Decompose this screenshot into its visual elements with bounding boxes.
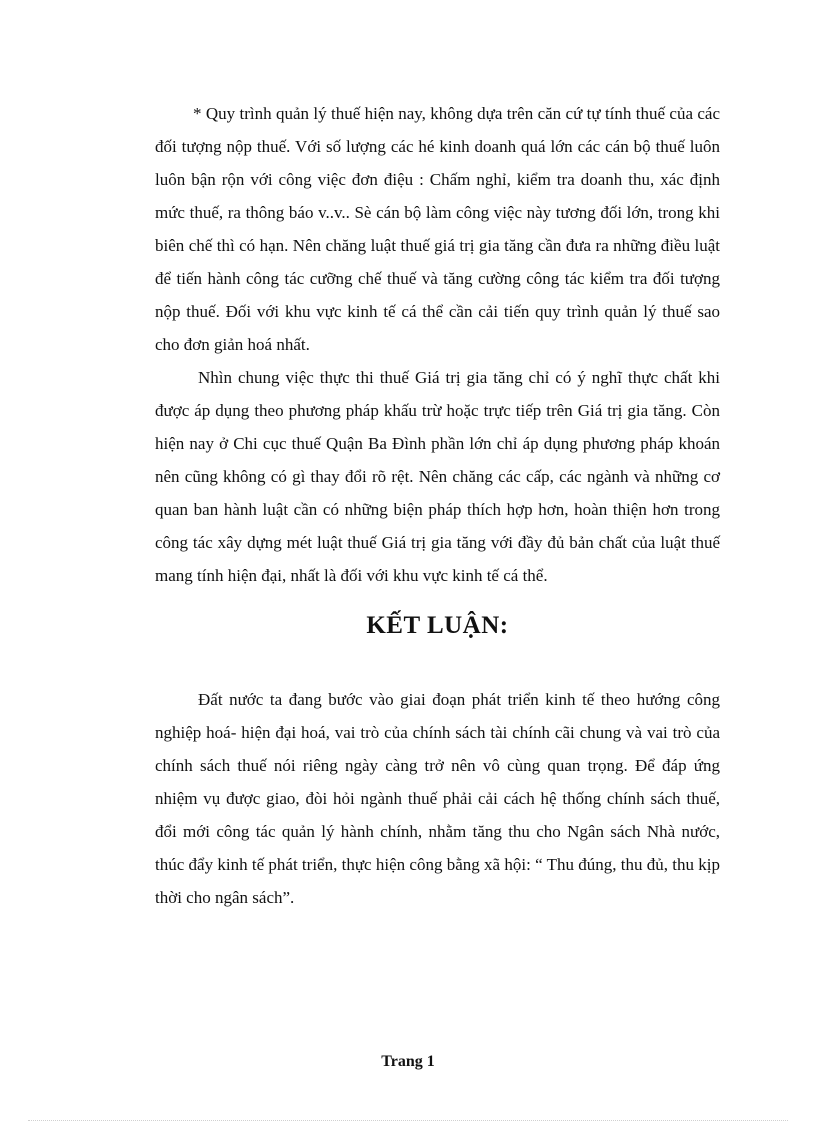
paragraph-conclusion: Đất nước ta đang bước vào giai đoạn phát triển kinh tế theo hướng công nghiệp hoá- hiện đại hoá, vai trò của chính sách tài chính cãi chung và vai trò của chính sách thuế nói riêng ngày càng trở nên vô cùng quan trọng. Để đáp ứng nhiệm vụ được giao, đòi hỏi ngành thuế phải cải cách hệ thống chính sách thuế, đổi mới công tác quản lý hành chính, nhằm tăng thu cho Ngân sách Nhà nước, thúc đẩy kinh tế phát triển, thực hiện công bằng xã hội: “ Thu đúng, thu đủ, thu kịp thời cho ngân sách”. (155, 690, 720, 907)
section-spacer (155, 646, 720, 683)
conclusion-heading: KẾT LUẬN: (366, 612, 509, 639)
paragraph-vat-overview: Nhìn chung việc thực thi thuế Giá trị gia tăng chỉ có ý nghĩ thực chất khi được áp dụng theo phương pháp khấu trừ hoặc trực tiếp trên Giá trị gia tăng. Còn hiện nay ở Chi cục thuế Quận Ba Đình phần lớn chỉ áp dụng phương pháp khoán nên cũng không có gì thay đổi rõ rệt. Nên chăng các cấp, các ngành và những cơ quan ban hành luật cần có những biện pháp thích hợp hơn, hoàn thiện hơn trong công tác xây dựng mét luật thuế Giá trị gia tăng với đầy đủ bản chất của luật thuế mang tính hiện đại, nhất là đối với khu vực kinh tế cá thể. (155, 368, 720, 585)
page-number-footer: Trang 1 (381, 1053, 435, 1070)
page-bottom-divider (28, 1120, 788, 1121)
document-body (155, 97, 720, 914)
paragraph-tax-procedure: * Quy trình quản lý thuế hiện nay, không dựa trên căn cứ tự tính thuế của các đối tượng nộp thuế. Với số lượng các hé kinh doanh quá lớn các cán bộ thuế luôn luôn bận rộn với công việc đơn điệu : Chấm nghỉ, kiểm tra doanh thu, xác định mức thuế, ra thông báo v..v.. Sè cán bộ làm công việc này tương đối lớn, trong khi biên chế thì có hạn. Nên chăng luật thuế giá trị gia tăng cần đưa ra những điều luật để tiến hành công tác cưỡng chế thuế và tăng cường công tác kiểm tra đối tượng nộp thuế. Đối với khu vực kinh tế cá thể cần cải tiến quy trình quản lý thuế sao cho đơn giản hoá nhất. (155, 104, 720, 354)
